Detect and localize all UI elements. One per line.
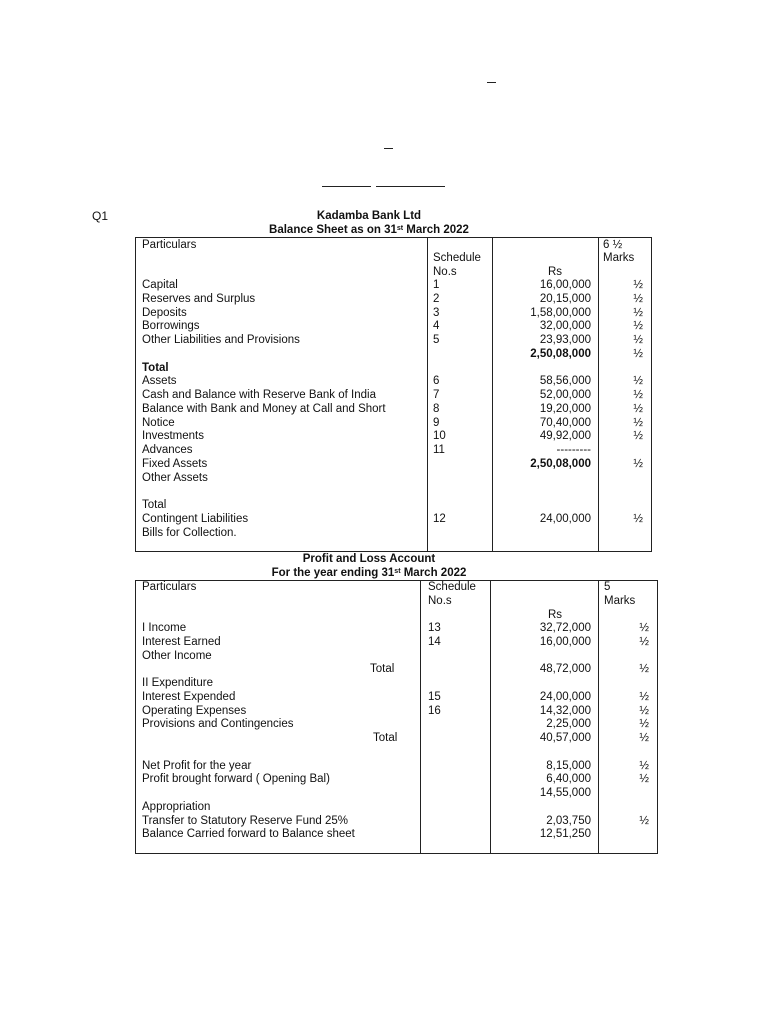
balance-sheet-table [135, 237, 652, 552]
row-amount: 32,00,000 [539, 320, 591, 333]
row-mark: ½ [639, 814, 649, 827]
row-amount: 6,40,000 [546, 773, 591, 786]
header-marks: Marks [604, 595, 636, 607]
row-amount: 52,00,000 [539, 389, 591, 401]
profit-loss-table [135, 580, 658, 854]
underline-mark [384, 148, 393, 149]
row-amount: --------- [556, 444, 591, 456]
row-amount-total: 2,50,08,000 [530, 457, 591, 470]
row-schedule: 1 [433, 279, 440, 291]
row-label: I Income [142, 622, 187, 634]
row-label: Other Income [142, 649, 212, 662]
row-schedule: 2 [433, 292, 440, 305]
row-label: Advances [142, 444, 193, 456]
row-label: Total [142, 499, 167, 511]
row-mark: ½ [639, 773, 649, 786]
row-mark: ½ [633, 334, 643, 346]
row-schedule: 12 [433, 512, 446, 525]
bank-title: Kadamba Bank Ltd [316, 210, 422, 222]
row-label: Reserves and Surplus [142, 292, 256, 305]
row-amount: 23,93,000 [539, 334, 591, 346]
row-label: Profit brought forward ( Opening Bal) [142, 773, 330, 786]
row-label: Transfer to Statutory Reserve Fund 25% [142, 814, 349, 827]
row-mark: ½ [633, 416, 643, 429]
header-schedule: Schedule [433, 252, 481, 264]
row-mark: ½ [639, 690, 649, 703]
row-schedule: 5 [433, 334, 440, 346]
header-particulars: Particulars [142, 581, 197, 593]
row-amount: 24,00,000 [539, 512, 591, 525]
row-schedule: 10 [433, 430, 446, 443]
row-amount: 20,15,000 [539, 292, 591, 305]
row-schedule: 9 [433, 416, 440, 429]
row-amount: 16,00,000 [539, 635, 591, 648]
row-amount: 2,03,750 [546, 814, 591, 827]
row-amount: 19,20,000 [539, 402, 591, 415]
row-schedule: 16 [428, 704, 441, 717]
row-mark: ½ [633, 512, 643, 525]
row-label: Bills for Collection. [142, 526, 237, 539]
row-mark: ½ [633, 375, 643, 388]
row-mark: ½ [639, 635, 649, 648]
row-label-total: Total [370, 663, 395, 676]
row-label: Capital [142, 279, 178, 291]
row-mark: ½ [639, 732, 649, 744]
column-divider [427, 238, 428, 551]
row-label: Investments [142, 430, 204, 443]
row-mark: ½ [639, 622, 649, 634]
row-amount: 24,00,000 [539, 690, 591, 703]
row-mark: ½ [633, 320, 643, 333]
header-rs: Rs [548, 609, 563, 621]
row-label: Appropriation [142, 800, 211, 813]
balance-sheet-title: Balance Sheet as on 31st March 2022 [269, 224, 469, 236]
row-label: II Expenditure [142, 677, 213, 689]
row-label: Cash and Balance with Reserve Bank of India [142, 389, 376, 401]
column-divider [420, 581, 421, 853]
row-mark: ½ [633, 389, 643, 401]
header-nos: No.s [428, 595, 452, 607]
profit-loss-subtitle: For the year ending 31st March 2022 [271, 567, 467, 579]
row-schedule: 13 [428, 622, 441, 634]
row-label: Interest Expended [142, 690, 236, 703]
row-schedule: 4 [433, 320, 440, 333]
row-label: Deposits [142, 306, 187, 319]
header-particulars: Particulars [142, 239, 197, 251]
row-mark: ½ [633, 402, 643, 415]
row-label: Provisions and Contingencies [142, 718, 294, 731]
row-label: Notice [142, 416, 175, 429]
row-label: Other Assets [142, 471, 208, 484]
header-schedule: Schedule [428, 581, 476, 593]
row-schedule: 3 [433, 306, 440, 319]
row-label: Contingent Liabilities [142, 512, 249, 525]
row-amount: 14,55,000 [539, 787, 591, 799]
row-amount: 1,58,00,000 [530, 306, 591, 319]
row-schedule: 6 [433, 375, 440, 388]
row-amount: 32,72,000 [539, 622, 591, 634]
row-schedule: 14 [428, 635, 441, 648]
header-marks: Marks [603, 252, 635, 264]
row-amount: 8,15,000 [546, 759, 591, 772]
row-schedule: 8 [433, 402, 440, 415]
row-mark: ½ [639, 704, 649, 717]
header-rs: Rs [548, 266, 563, 278]
row-label: Interest Earned [142, 635, 221, 648]
row-mark: ½ [639, 759, 649, 772]
row-mark: ½ [633, 347, 643, 360]
row-schedule: 15 [428, 690, 441, 703]
header-nos: No.s [433, 266, 457, 278]
row-label: Net Profit for the year [142, 759, 252, 772]
row-label: Operating Expenses [142, 704, 247, 717]
row-label-total: Total [142, 361, 169, 374]
header-marks-value: 5 [604, 581, 611, 593]
row-label: Balance with Bank and Money at Call and Short [142, 402, 386, 415]
row-amount: 12,51,250 [539, 828, 591, 841]
row-amount: 58,56,000 [539, 375, 591, 388]
row-amount: 48,72,000 [539, 663, 591, 676]
profit-loss-title: Profit and Loss Account [302, 553, 436, 565]
question-number: Q1 [92, 209, 109, 223]
row-mark: ½ [633, 306, 643, 319]
row-mark: ½ [633, 430, 643, 443]
row-mark: ½ [639, 718, 649, 731]
row-label: Assets [142, 375, 177, 388]
row-schedule: 7 [433, 389, 440, 401]
header-marks-value: 6 ½ [603, 239, 623, 251]
row-amount: 49,92,000 [539, 430, 591, 443]
row-amount: 2,25,000 [546, 718, 591, 731]
row-mark: ½ [639, 663, 649, 676]
row-label: Balance Carried forward to Balance sheet [142, 828, 355, 841]
row-label: Other Liabilities and Provisions [142, 334, 300, 346]
underline-mark [376, 186, 445, 187]
row-amount-total: 2,50,08,000 [530, 347, 591, 360]
row-label: Fixed Assets [142, 457, 208, 470]
row-schedule: 11 [433, 444, 445, 456]
row-amount: 70,40,000 [539, 416, 591, 429]
row-amount: 16,00,000 [539, 279, 591, 291]
row-mark: ½ [633, 292, 643, 305]
row-label: Borrowings [142, 320, 200, 333]
row-label-total: Total [373, 732, 398, 744]
row-mark: ½ [633, 279, 643, 291]
underline-mark [487, 82, 496, 83]
row-mark: ½ [633, 457, 643, 470]
row-amount: 14,32,000 [539, 704, 591, 717]
row-amount: 40,57,000 [539, 732, 591, 744]
underline-mark [322, 186, 371, 187]
